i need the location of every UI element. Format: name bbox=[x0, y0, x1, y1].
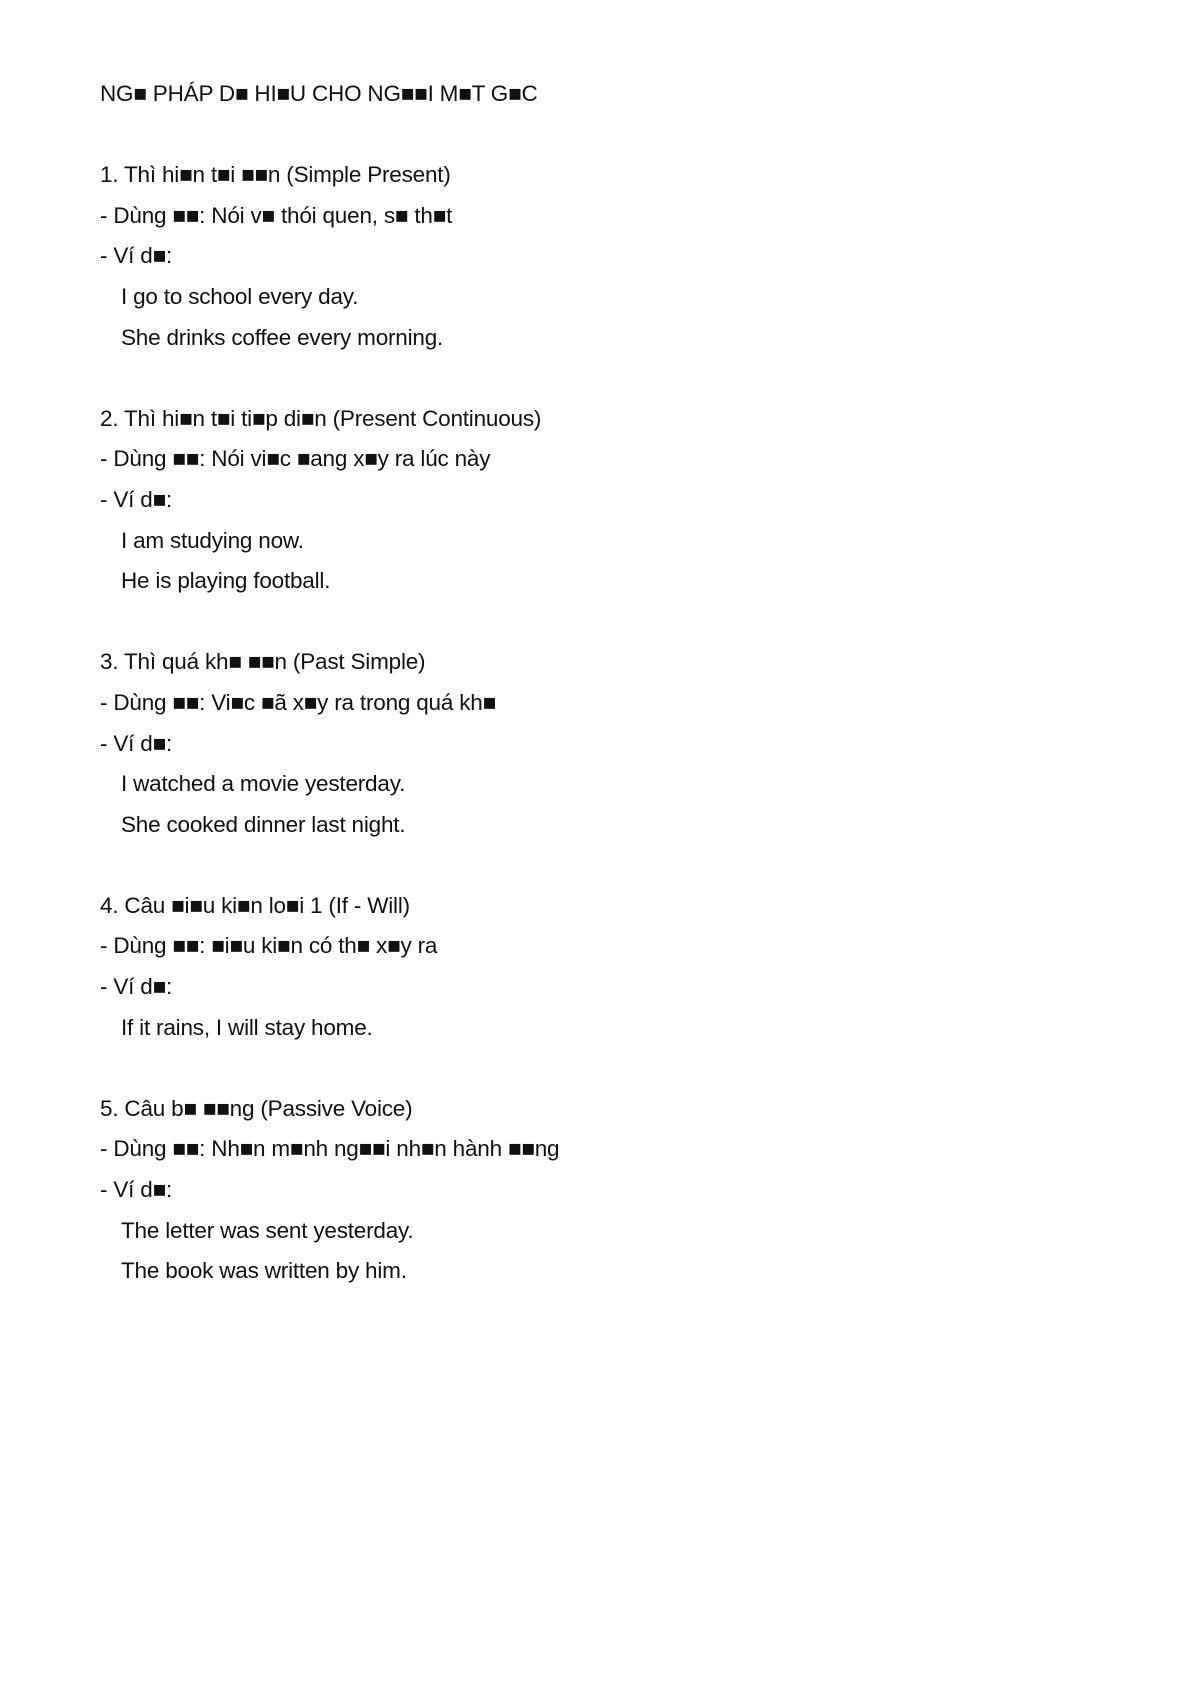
section-usage: - Dùng ■■: Nói v■ thói quen, s■ th■t bbox=[100, 202, 453, 228]
example-sentence: The letter was sent yesterday. bbox=[121, 1217, 414, 1243]
grammar-section bbox=[100, 399, 1100, 602]
section-spacer bbox=[100, 358, 1100, 399]
example-sentence: She drinks coffee every morning. bbox=[121, 324, 444, 350]
section-heading: 1. Thì hi■n t■i ■■n (Simple Present) bbox=[100, 162, 451, 188]
example-sentence: If it rains, I will stay home. bbox=[121, 1014, 373, 1040]
example-label: - Ví d■: bbox=[100, 1177, 173, 1203]
document-title: NG■ PHÁP D■ HI■U CHO NG■■I M■T G■C bbox=[100, 81, 538, 106]
section-heading: 2. Thì hi■n t■i ti■p di■n (Present Continuous) bbox=[100, 405, 542, 431]
example-sentence: I go to school every day. bbox=[121, 283, 359, 309]
example-label: - Ví d■: bbox=[100, 486, 173, 512]
section-heading: 3. Thì quá kh■ ■■n (Past Simple) bbox=[100, 649, 426, 675]
document-page bbox=[100, 74, 1100, 1292]
grammar-section bbox=[100, 886, 1100, 1048]
example-sentence: I watched a movie yesterday. bbox=[121, 771, 406, 797]
section-spacer bbox=[100, 845, 1100, 886]
example-label: - Ví d■: bbox=[100, 243, 173, 269]
grammar-section bbox=[100, 1089, 1100, 1292]
grammar-section bbox=[100, 155, 1100, 358]
section-spacer bbox=[100, 1048, 1100, 1089]
grammar-section bbox=[100, 642, 1100, 845]
section-usage: - Dùng ■■: ■i■u ki■n có th■ x■y ra bbox=[100, 933, 438, 959]
example-sentence: I am studying now. bbox=[121, 527, 304, 553]
section-heading: 5. Câu b■ ■■ng (Passive Voice) bbox=[100, 1095, 413, 1121]
example-sentence: He is playing football. bbox=[121, 568, 331, 594]
section-usage: - Dùng ■■: Vi■c ■ã x■y ra trong quá kh■ bbox=[100, 689, 496, 715]
example-sentence: The book was written by him. bbox=[121, 1258, 407, 1284]
section-usage: - Dùng ■■: Nói vi■c ■ang x■y ra lúc này bbox=[100, 446, 491, 472]
example-label: - Ví d■: bbox=[100, 730, 173, 756]
example-label: - Ví d■: bbox=[100, 974, 173, 1000]
section-usage: - Dùng ■■: Nh■n m■nh ng■■i nh■n hành ■■ng bbox=[100, 1136, 560, 1162]
section-heading: 4. Câu ■i■u ki■n lo■i 1 (If - Will) bbox=[100, 892, 410, 918]
example-sentence: She cooked dinner last night. bbox=[121, 811, 406, 837]
section-spacer bbox=[100, 602, 1100, 643]
